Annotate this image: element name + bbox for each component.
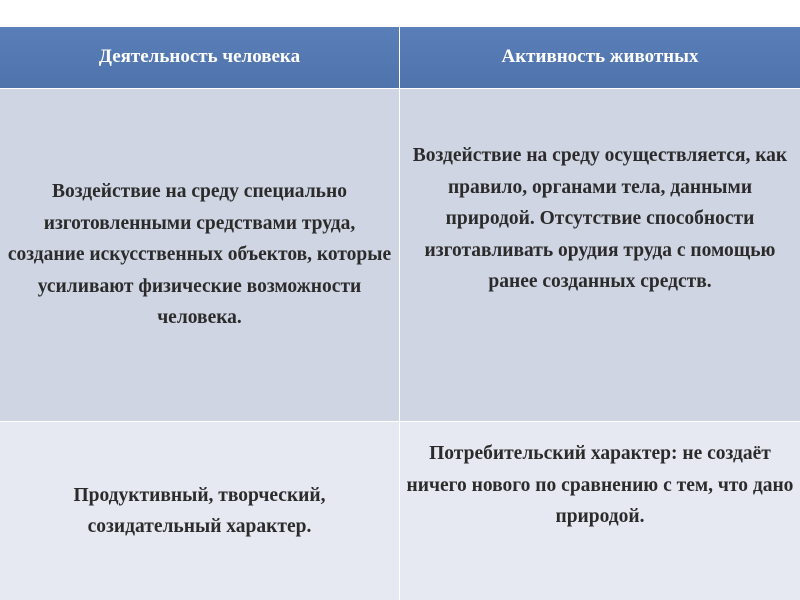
- header-animal-activity: [400, 27, 800, 89]
- cell-text: Воздействие на среду специально изготовленными средствами труда, создание искусственных объектов, которые усиливают физические возможности человека.: [7, 181, 392, 329]
- cell-text: Потребительский характер: не создаёт ничего нового по сравнению с тем, что дано природой.: [406, 443, 794, 527]
- table-cell-animal-environment: [400, 89, 800, 422]
- comparison-table: [0, 27, 800, 600]
- table-cell-human-environment: [0, 89, 400, 422]
- header-label: Деятельность человека: [98, 46, 301, 67]
- header-label: Активность животных: [501, 46, 699, 67]
- table-cell-animal-character: [400, 422, 800, 600]
- header-human-activity: [0, 27, 400, 89]
- cell-text: Продуктивный, творческий, созидательный характер.: [73, 484, 326, 537]
- table-cell-human-character: [0, 422, 400, 600]
- cell-text: Воздействие на среду осуществляется, как правило, органами тела, данными природой. Отсутствие способности изготавливать орудия труда с помощью ранее созданных средств.: [412, 145, 788, 292]
